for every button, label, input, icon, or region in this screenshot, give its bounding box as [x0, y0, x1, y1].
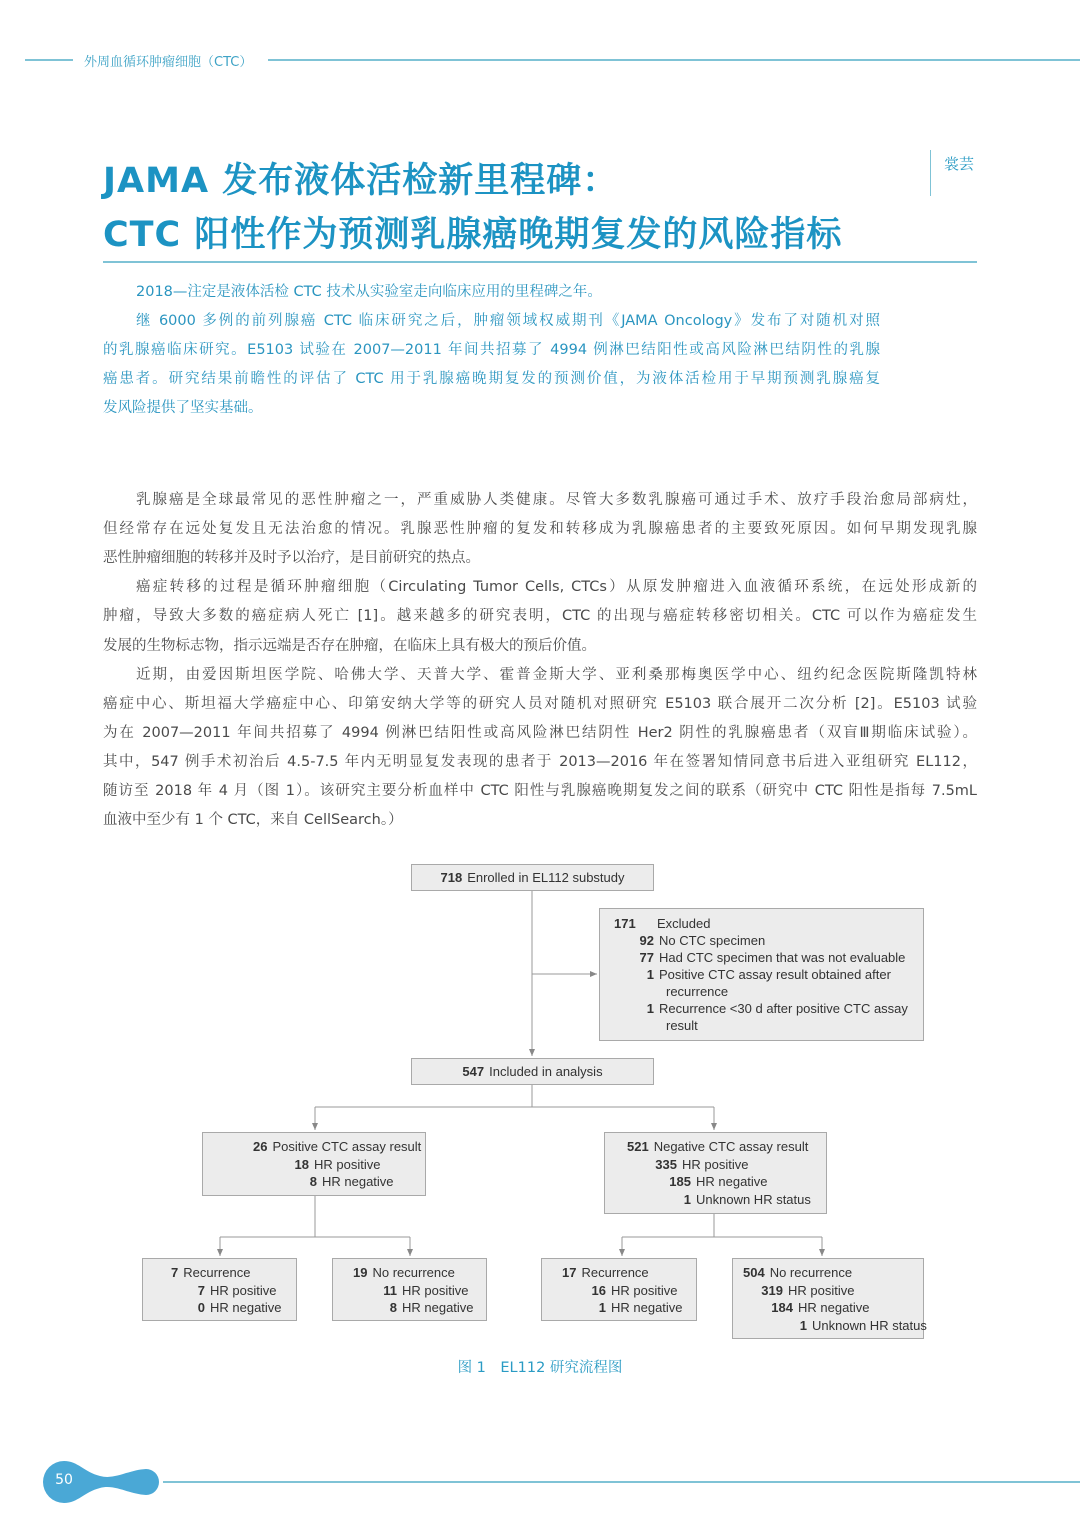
box-item-count: 7 [197, 1282, 205, 1298]
included-count: 547 [462, 1064, 485, 1079]
box-item-count: 185 [669, 1174, 691, 1189]
box-item-count: 8 [309, 1174, 317, 1189]
body-line: 但经常存在远处复发且无法治愈的情况。乳腺恶性肿瘤的复发和转移成为乳腺癌患者的主要致死原因。如何早期发现乳腺 [103, 521, 977, 538]
box-item-count: 18 [294, 1156, 309, 1172]
body-line: 为在 2007—2011 年间共招募了 4994 例淋巴结阳性或高风险淋巴结阴性 Her2 阴性的乳腺癌患者（双盲Ⅲ期临床试验）。 [103, 724, 977, 741]
page-number: 50 [55, 1472, 73, 1488]
box-enrolled [411, 864, 654, 891]
excluded-item-label: No CTC specimen [659, 933, 766, 948]
box-item-label: Unknown HR status [812, 1317, 927, 1333]
box-item-label: HR negative [210, 1300, 282, 1315]
box-item-count: 16 [591, 1282, 606, 1298]
box-item-count: 184 [771, 1300, 793, 1315]
box-item-count: 1 [598, 1300, 606, 1315]
box-included [411, 1058, 654, 1085]
box-label: Recurrence [581, 1265, 649, 1280]
box-item-label: Unknown HR status [696, 1191, 811, 1207]
box-neg-norecur [732, 1258, 927, 1339]
excluded-item-count: 92 [639, 933, 654, 948]
box-item-label: HR positive [611, 1282, 678, 1298]
box-item-count: 0 [197, 1300, 205, 1315]
box-item-count: 11 [383, 1282, 397, 1298]
box-item-count: 335 [655, 1156, 677, 1172]
excluded-label: Excluded [657, 916, 711, 931]
body-line: 其中，547 例手术初治后 4.5-7.5 年内无明显复发表现的患者于 2013—2016 年在签署知情同意书后进入亚组研究 EL112， [103, 753, 977, 770]
box-item-count: 8 [389, 1300, 397, 1315]
box-item-label: HR negative [798, 1300, 870, 1315]
box-count: 17 [562, 1265, 577, 1280]
excluded-item-label: Recurrence <30 d after positive CTC assay [659, 1001, 908, 1016]
excluded-item-label: Positive CTC assay result obtained after [659, 967, 891, 982]
box-item-label: HR negative [322, 1174, 394, 1189]
box-count: 7 [171, 1265, 179, 1280]
box-item-label: HR positive [314, 1156, 381, 1172]
box-count: 26 [253, 1139, 268, 1154]
box-count: 504 [743, 1265, 765, 1280]
figure-caption: 图 1 EL112 研究流程图 [457, 1360, 623, 1376]
body-line: 血液中至少有 1 个 CTC，来自 CellSearch。） [103, 812, 403, 829]
intro-line: 的乳腺癌临床研究。E5103 试验在 2007—2011 年间共招募了 4994 例淋巴结阳性或高风险淋巴结阴性的乳腺 [103, 342, 880, 358]
footer-rule [163, 1481, 1080, 1483]
box-count: 521 [627, 1139, 649, 1154]
box-positive [202, 1132, 426, 1196]
body-line: 随访至 2018 年 4 月（图 1）。该研究主要分析血样中 CTC 阳性与乳腺癌晚期复发之间的联系（研究中 CTC 阳性是指每 7.5mL [103, 783, 977, 799]
box-label: No recurrence [769, 1265, 853, 1280]
enrolled-label: Enrolled in EL112 substudy [467, 870, 625, 885]
box-neg-recur [541, 1258, 697, 1321]
box-label: Recurrence [183, 1265, 251, 1280]
body-line: 癌症中心、斯坦福大学癌症中心、印第安纳大学等的研究人员对随机对照研究 E5103 联合展开二次分析 [2]。E5103 试验 [103, 695, 977, 712]
box-item-label: HR positive [210, 1282, 277, 1298]
box-pos-norecur [332, 1258, 487, 1321]
box-pos-recur [142, 1258, 297, 1321]
article-title-line-1: JAMA 发布液体活检新里程碑： [103, 161, 619, 201]
excluded-item-count: 1 [646, 1001, 654, 1016]
box-item-count: 1 [683, 1191, 691, 1207]
excluded-item-label-cont: recurrence [666, 984, 729, 999]
box-item-label: HR negative [402, 1300, 474, 1315]
box-item-count: 319 [761, 1282, 783, 1298]
box-excluded [599, 908, 924, 1041]
box-count: 19 [353, 1265, 368, 1280]
box-label: Positive CTC assay result [272, 1139, 422, 1154]
running-title: 外周血循环肿瘤细胞（CTC） [84, 55, 253, 70]
box-label: No recurrence [372, 1265, 455, 1280]
excluded-item-label-cont: result [666, 1018, 698, 1033]
intro-line: 发风险提供了坚实基础。 [103, 400, 263, 416]
body-line: 近期，由爱因斯坦医学院、哈佛大学、天普大学、霍普金斯大学、亚利桑那梅奥医学中心、纽约纪念医院斯隆凯特林 [136, 666, 977, 683]
intro-line: 2018—注定是液体活检 CTC 技术从实验室走向临床应用的里程碑之年。 [136, 284, 602, 300]
included-label: Included in analysis [489, 1064, 603, 1079]
author: 裳芸 [944, 155, 975, 173]
body-line: 恶性肿瘤细胞的转移并及时予以治疗，是目前研究的热点。 [103, 550, 480, 567]
excluded-item-count: 77 [639, 950, 654, 965]
box-item-label: HR positive [402, 1282, 469, 1298]
excluded-item-label: Had CTC specimen that was not evaluable [659, 950, 906, 965]
excluded-item-count: 1 [646, 967, 654, 982]
box-item-count: 1 [799, 1317, 807, 1333]
intro-line: 癌患者。研究结果前瞻性的评估了 CTC 用于乳腺癌晚期复发的预测价值，为液体活检用于早期预测乳腺癌复 [103, 371, 880, 387]
article-title-line-2: CTC 阳性作为预测乳腺癌晚期复发的风险指标 [103, 215, 843, 255]
box-item-label: HR negative [696, 1174, 768, 1189]
box-item-label: HR negative [611, 1300, 683, 1315]
body-line: 乳腺癌是全球最常见的恶性肿瘤之一，严重威胁人类健康。尽管大多数乳腺癌可通过手术、放疗手段治愈局部病灶， [136, 492, 977, 508]
body-line: 癌症转移的过程是循环肿瘤细胞（Circulating Tumor Cells, CTCs）从原发肿瘤进入血液循环系统，在远处形成新的 [136, 579, 977, 596]
intro-line: 继 6000 多例的前列腺癌 CTC 临床研究之后，肿瘤领域权威期刊《JAMA Oncology》发布了对随机对照 [136, 313, 880, 329]
box-item-label: HR positive [682, 1156, 749, 1172]
box-item-label: HR positive [788, 1282, 855, 1298]
body-line: 肿瘤，导致大多数的癌症病人死亡 [1]。越来越多的研究表明，CTC 的出现与癌症转移密切相关。CTC 可以作为癌症发生 [103, 608, 977, 625]
enrolled-count: 718 [440, 870, 463, 885]
box-label: Negative CTC assay result [653, 1139, 809, 1154]
body-line: 发展的生物标志物，指示远端是否存在肿瘤，在临床上具有极大的预后价值。 [103, 637, 596, 654]
box-negative [604, 1132, 827, 1214]
excluded-count: 171 [614, 916, 636, 931]
